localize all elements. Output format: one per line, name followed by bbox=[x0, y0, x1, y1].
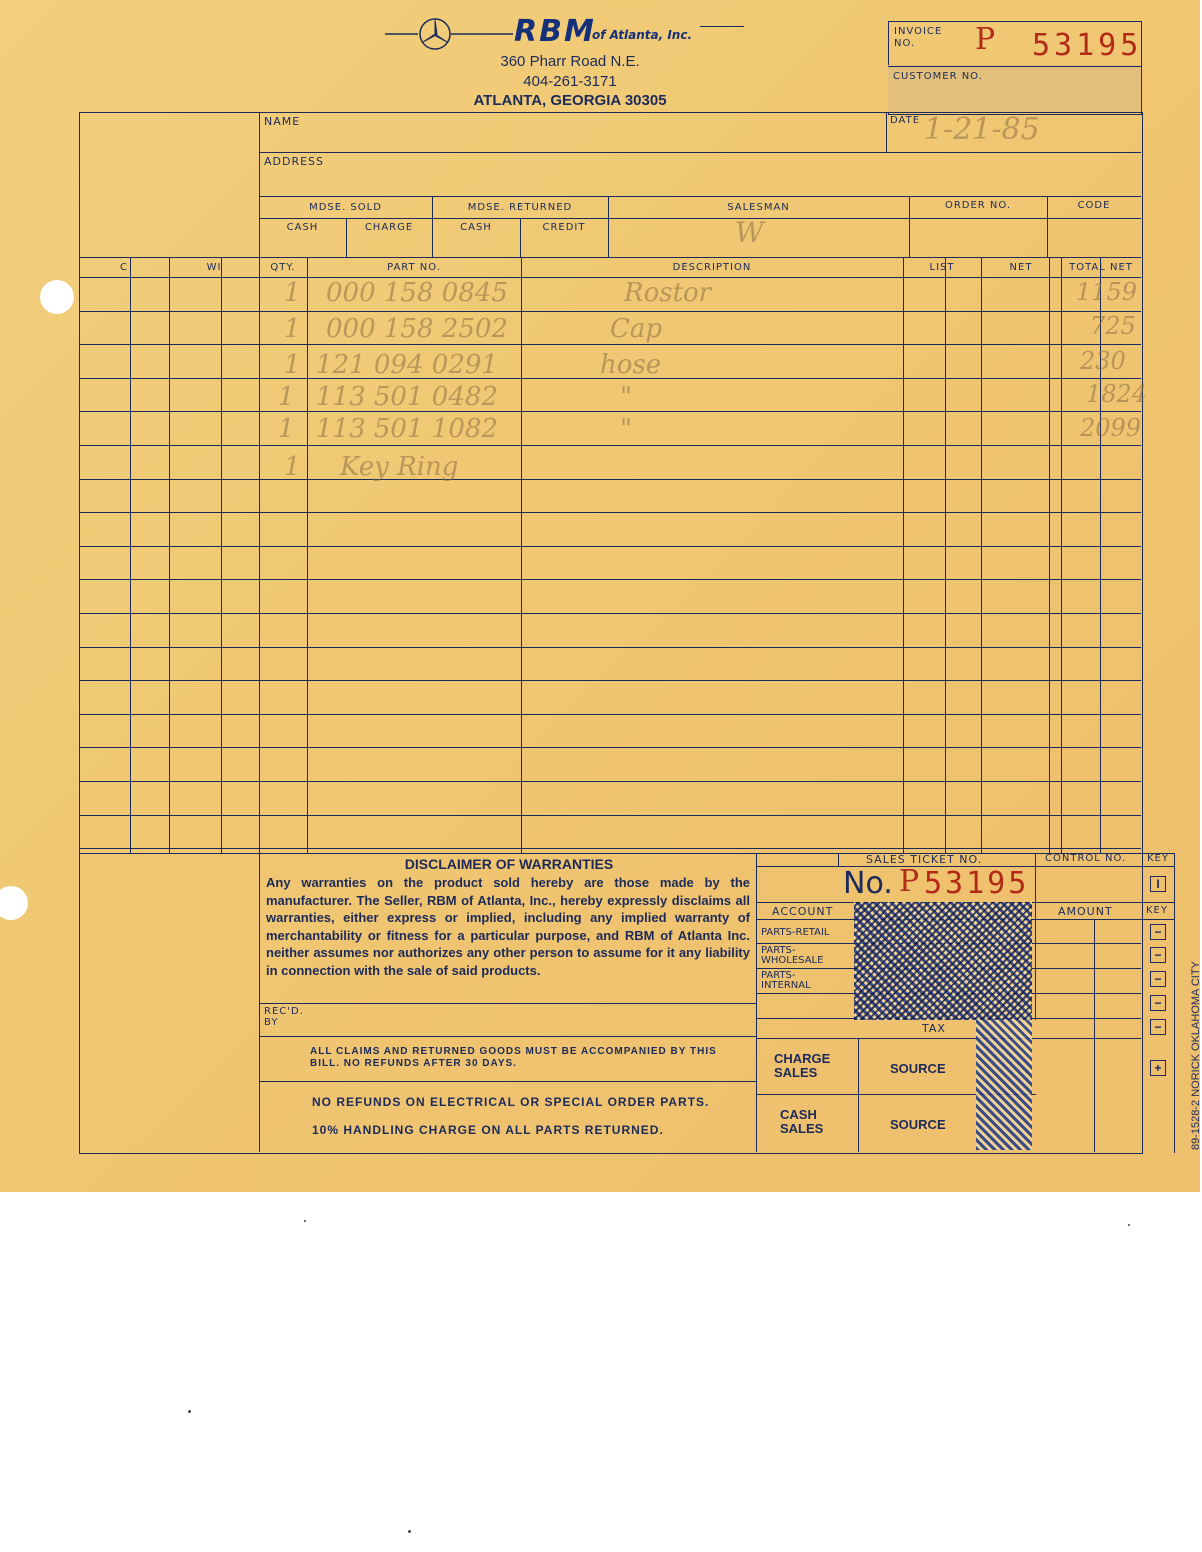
claims-top bbox=[259, 1036, 756, 1037]
ticket-number: 53195 bbox=[924, 866, 1030, 901]
col-header-net: NET bbox=[1009, 262, 1033, 273]
source-divider bbox=[858, 1038, 859, 1152]
punch-hole bbox=[40, 280, 74, 314]
grid-col-line bbox=[169, 258, 170, 853]
account-label: ACCOUNT bbox=[772, 905, 834, 918]
grid-col-line bbox=[307, 258, 308, 853]
row-5-qty: 1 bbox=[278, 414, 295, 444]
salesman-value: W bbox=[735, 216, 764, 249]
row-5-desc: " bbox=[620, 414, 632, 444]
mercedes-star-logo-icon bbox=[385, 16, 513, 52]
col-header-description: DESCRIPTION bbox=[672, 262, 752, 273]
date-divider bbox=[886, 112, 887, 152]
company-phone: 404-261-3171 bbox=[523, 73, 617, 90]
row-6-qty: 1 bbox=[284, 452, 301, 482]
row-3-qty: 1 bbox=[284, 350, 301, 380]
grid-col-line bbox=[521, 258, 522, 853]
salesman-label: SALESMAN bbox=[727, 202, 790, 213]
amount-label: AMOUNT bbox=[1058, 905, 1113, 918]
name-label: NAME bbox=[264, 115, 301, 128]
row-6-part: Key Ring bbox=[340, 452, 459, 482]
bottom-mid-divider bbox=[756, 853, 757, 1152]
logo-rule bbox=[700, 26, 744, 27]
row-3-desc: hose bbox=[600, 350, 662, 380]
grid-col-line bbox=[130, 258, 131, 853]
sale-label-row-bottom bbox=[259, 218, 1141, 219]
invoice-no-label: INVOICE NO. bbox=[894, 26, 943, 49]
row-2-desc: Cap bbox=[610, 314, 663, 344]
grid-col-line bbox=[1061, 258, 1062, 853]
row-4-total: 1824 bbox=[1086, 380, 1148, 408]
refunds-top bbox=[259, 1081, 756, 1082]
invoice-divider bbox=[888, 66, 1142, 67]
grid-col-line bbox=[945, 258, 946, 853]
key2-label: KEY bbox=[1146, 905, 1168, 916]
row-1-qty: 1 bbox=[284, 278, 301, 308]
recd-by-label: REC'D. BY bbox=[264, 1006, 304, 1028]
disclaimer-body: Any warranties on the product sold hereby are those made by the manufacturer. The Seller, RBM of Atlanta, Inc., hereby expressly disclaims all warranties, either express or implied, including any implied warranty of merchantability or fitness for a particular purpose, and RBM of Atlanta Inc. neither assumes nor authorizes any other person to assume for it any liability in connection with the sale of said products. bbox=[266, 875, 750, 978]
col-header-list: LIST bbox=[929, 262, 955, 273]
row-2-total: 725 bbox=[1090, 312, 1136, 340]
key-box-minus: − bbox=[1150, 1019, 1166, 1035]
ticket-letter: P bbox=[899, 864, 920, 899]
grid-col-line bbox=[259, 258, 260, 853]
company-city: ATLANTA, GEORGIA 30305 bbox=[473, 92, 667, 109]
sum-divider bbox=[838, 853, 839, 866]
source-charge-label: SOURCE bbox=[890, 1061, 946, 1076]
col-header-total-net: TOTAL NET bbox=[1069, 262, 1133, 273]
company-street: 360 Pharr Road N.E. bbox=[500, 53, 640, 70]
no-refunds-notice: NO REFUNDS ON ELECTRICAL OR SPECIAL ORDER PARTS. bbox=[312, 1095, 710, 1109]
key-box-minus: − bbox=[1150, 971, 1166, 987]
row-2-qty: 1 bbox=[284, 314, 301, 344]
col-header-qty: QTY. bbox=[270, 262, 296, 273]
grid-col-line bbox=[221, 258, 222, 853]
col-header-c: C bbox=[120, 262, 128, 273]
company-logo: RBM bbox=[514, 14, 596, 49]
cash-sold-label: CASH bbox=[286, 222, 319, 233]
key-box-minus: − bbox=[1150, 947, 1166, 963]
ticket-no-prefix: No. bbox=[843, 866, 893, 901]
customer-no-label: CUSTOMER NO. bbox=[893, 71, 983, 82]
date-value: 1-21-85 bbox=[924, 112, 1040, 147]
charge-sales-label: CHARGE SALES bbox=[774, 1051, 831, 1080]
grid-col-line bbox=[1049, 258, 1050, 853]
code-label: CODE bbox=[1077, 200, 1111, 211]
cash-returned-label: CASH bbox=[460, 222, 492, 233]
key-box-minus: − bbox=[1150, 995, 1166, 1011]
invoice-prefix: P bbox=[975, 22, 996, 57]
grid-col-line bbox=[903, 258, 904, 853]
security-pattern bbox=[976, 1020, 1032, 1150]
address-row-bottom bbox=[259, 196, 1141, 197]
order-no-label: ORDER NO. bbox=[944, 200, 1012, 211]
row-4-desc: " bbox=[620, 382, 632, 412]
amount-divider bbox=[1094, 919, 1095, 1152]
parts-internal-label: PARTS-INTERNAL bbox=[761, 970, 811, 991]
security-pattern bbox=[854, 902, 1032, 1020]
invoice-number: 53195 bbox=[1032, 28, 1143, 63]
row-4-qty: 1 bbox=[278, 382, 295, 412]
row-1-total: 1159 bbox=[1076, 278, 1138, 306]
key-box-minus: − bbox=[1150, 924, 1166, 940]
company-suffix: of Atlanta, Inc. bbox=[592, 28, 693, 42]
disclaimer-title: DISCLAIMER OF WARRANTIES bbox=[404, 856, 614, 872]
key-box-i: I bbox=[1150, 876, 1166, 892]
printer-code: 89-1528-2 NORICK OKLAHOMA CITY bbox=[1190, 961, 1202, 1150]
parts-wholesale-label: PARTS-WHOLESALE bbox=[761, 945, 824, 966]
tax-bottom bbox=[756, 1038, 1141, 1039]
key-label: KEY bbox=[1147, 853, 1169, 864]
speck bbox=[1128, 1224, 1130, 1226]
row-3-part: 121 094 0291 bbox=[316, 350, 498, 380]
row-1-desc: Rostor bbox=[624, 278, 712, 308]
credit-returned-label: CREDIT bbox=[542, 222, 586, 233]
control-no-label: CONTROL NO. bbox=[1045, 853, 1127, 864]
row-3-total: 230 bbox=[1080, 347, 1126, 375]
mdse-returned-label: MDSE. RETURNED bbox=[467, 202, 573, 213]
key-right bbox=[1174, 853, 1175, 1153]
row-5-total: 2099 bbox=[1080, 414, 1142, 442]
left-box-divider bbox=[259, 112, 260, 258]
row-1-part: 000 158 0845 bbox=[326, 278, 508, 308]
row-2-part: 000 158 2502 bbox=[326, 314, 508, 344]
row-4-part: 113 501 0482 bbox=[316, 382, 498, 412]
col-header-part-no: PART NO. bbox=[387, 262, 441, 273]
row-5-part: 113 501 1082 bbox=[316, 414, 498, 444]
tax-label: TAX bbox=[922, 1022, 946, 1035]
source-cash-label: SOURCE bbox=[890, 1117, 946, 1132]
cash-sales-label: CASH SALES bbox=[780, 1107, 824, 1136]
address-label: ADDRESS bbox=[264, 155, 325, 168]
col-header-wi: WI bbox=[206, 262, 222, 273]
recd-top bbox=[259, 1003, 756, 1004]
speck bbox=[408, 1530, 411, 1533]
key-box-plus: + bbox=[1150, 1060, 1166, 1076]
parts-retail-label: PARTS-RETAIL bbox=[761, 927, 830, 938]
name-row-bottom bbox=[259, 152, 1141, 153]
mdse-sold-label: MDSE. SOLD bbox=[309, 202, 382, 213]
sum-divider bbox=[1035, 853, 1036, 1020]
handling-notice: 10% HANDLING CHARGE ON ALL PARTS RETURNED. bbox=[312, 1123, 664, 1137]
grid-col-line bbox=[981, 258, 982, 853]
speck bbox=[188, 1410, 191, 1413]
date-label: DATE bbox=[890, 115, 921, 126]
sales-ticket-label: SALES TICKET NO. bbox=[866, 853, 983, 866]
speck bbox=[304, 1220, 306, 1222]
charge-sold-label: CHARGE bbox=[364, 222, 414, 233]
claims-notice: ALL CLAIMS AND RETURNED GOODS MUST BE ACCOMPANIED BY THIS BILL. NO REFUNDS AFTER 30 DAYS. bbox=[310, 1046, 717, 1069]
